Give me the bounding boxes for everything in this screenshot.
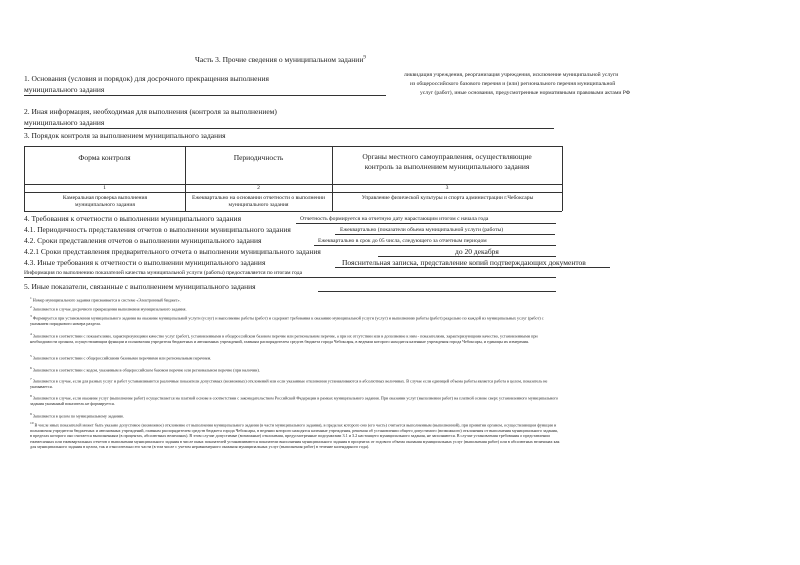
table-bottom-border [24, 211, 562, 212]
footnote-item: $^2$ Заполняется в случае досрочного прекращения выполнения муниципального задания. [30, 305, 187, 312]
page-title: Часть 3. Прочие сведения о муниципальном задании$^9$ [195, 55, 366, 64]
section4-underline [296, 223, 556, 224]
section1-value-line3: услуг (работ), иные основания, предусмотренные нормативными правовыми актами РФ [420, 90, 631, 96]
table-header-form: Форма контроля [78, 153, 131, 162]
footnote-item: $^7$ Заполняется в случае, если для разных услуг и работ устанавливаются различные показатели допустимых (возможных) отклонений или если указанные отклонения устанавливаются в абсолютных величинах. В случае если единицей объема работы является работа в целом, показатель не указывается. [30, 377, 548, 389]
section43-value: Пояснительная записка, представление копий подтверждающих документов [342, 258, 586, 267]
table-col-border [562, 146, 563, 211]
table-header-period: Периодичность [233, 153, 284, 162]
section43-extra: Информация по выполнению показателей качества муниципальной услуги (работы) предоставляется по итогам года [24, 270, 303, 276]
section4-value: Отчетность формируется на отчетную дату нарастающим итогом с начала года [300, 216, 489, 222]
footnote-item: $^5$ Заполняется в соответствии с общероссийскими базовыми перечнями или региональным перечнем. [30, 354, 212, 361]
section1-value-line1: ликвидация учреждения, реорганизация учреждения, исключение муниципальной услуги [404, 72, 619, 78]
footnote-item: $^8$ Заполняется в случае, если оказание услуг (выполнение работ) осуществляется на платной основе в соответствии с законодательством Российской Федерации в рамках муниципального задания. При оказании услуг (выполнении работ) на платной основе сверх установленного муниципального задания указанный показатель не формируется. [30, 394, 559, 406]
section1-underline [24, 95, 386, 96]
section421-underline [378, 256, 556, 257]
table-top-border [24, 146, 562, 147]
section4-label: 4. Требования к отчетности о выполнении муниципального задания [24, 214, 242, 223]
table-number: 2 [257, 185, 260, 191]
table-number: 3 [445, 185, 449, 191]
section41-label: 4.1. Периодичность представления отчетов о выполнении муниципального задания [24, 225, 291, 234]
section5-underline [318, 291, 556, 292]
section1-value-line2: из общероссийского базового перечня и (или) регионального перечня муниципальной [410, 81, 616, 87]
section43-underline [335, 267, 610, 268]
section421-value: до 20 декабря [455, 247, 499, 256]
table-cell-authority: Управление физической культуры и спорта администрации г.Чебоксары [361, 195, 534, 201]
section41-underline [335, 234, 555, 235]
footnote-item: $^9$ Заполняется в целом по муниципальному заданию. [30, 412, 125, 419]
section3-label: 3. Порядок контроля за выполнением муниципального задания [24, 131, 226, 140]
section43-extra-underline [24, 277, 556, 278]
footnote-item: $^6$ Заполняется в соответствии с кодом, указанным в общероссийском базовом перечне или региональном перечне (при наличии). [30, 366, 260, 373]
section5-label: 5. Иные показатели, связанные с выполнением муниципального задания [24, 282, 256, 291]
footnote-item: $^4$ Заполняется в соответствии с показателями, характеризующими качество услуг (работ), установленными в общероссийском базовом перечне или региональном перечне, а при их отсутствии или в дополнение к ним - показателями, характеризующими качество, установленными при необходимости органом, осуществляющим функции и полномочия учредителя бюджетных и автономных учреждений, главным распорядителем средств бюджета города Чебоксары, в ведении которого находятся казенные учреждения города Чебоксары, и единицы их измерения. [30, 332, 538, 344]
section1-label-line1: 1. Основания (условия и порядок) для досрочного прекращения выполнения [24, 74, 269, 83]
table-header-authority: Органы местного самоуправления, осуществляющие контроль за выполнением муниципального задания [362, 152, 532, 171]
table-number-border [24, 192, 562, 193]
section1-label-line2: муниципального задания [24, 85, 105, 94]
section42-underline [314, 245, 556, 246]
section43-label: 4.3. Иные требования к отчетности о выполнении муниципального задания [24, 258, 266, 267]
table-col-border [332, 146, 333, 211]
table-cell-form: Камеральная проверка выполнения муниципального задания [62, 195, 148, 208]
title-footnote-mark: 9 [363, 55, 366, 61]
footnote-item: $^{10}$ В числе иных показателей может быть указано допустимое (возможное) отклонение от выполнения муниципального задания (в части муниципального задания), в пределах которого оно (его часть) считается выполненным (выполненной), при принятии органом, осуществляющим функции и полномочия учредителя бюджетных и автономных учреждений, главным распорядителем средств бюджета города Чебоксары, в ведении которого находятся казенные учреждения, решения об установлении общего допустимого (возможного) отклонения от выполнения муниципального задания, в пределах которого оно считается выполненным (в процентах, абсолютных величинах). В этом случае допустимые (возможные) отклонения, предусмотренные подпунктами 3.1 и 3.2 настоящего муниципального задания, не заполняются. В случае установления требования о представлении ежемесячных или ежеквартальных отчетов о выполнении муниципального задания в числе иных показателей устанавливаются показатели выполнения муниципального задания в процентах от годового объема оказания муниципальных услуг (выполнения работ) или в абсолютных величинах как для муниципального задания в целом, так и относительно его части (в том числе с учетом неравномерного оказания муниципальных услуг (выполнения работ) в течение календарного года). [30, 421, 560, 450]
table-number: 1 [103, 185, 106, 191]
section2-line2: муниципального задания [24, 118, 105, 127]
section421-label: 4.2.1 Сроки представления предварительного отчета о выполнении муниципального задания [24, 247, 321, 256]
section42-label: 4.2. Сроки представления отчетов о выполнении муниципального задания [24, 236, 262, 245]
section2-line1: 2. Иная информация, необходимая для выполнения (контроля за выполнением) [24, 107, 277, 116]
footnote-item: $^1$ Номер муниципального задания присваивается в системе «Электронный бюджет». [30, 296, 181, 303]
section42-value: Ежеквартально в срок до 05 числа, следующего за отчетным периодом [318, 238, 487, 244]
footnote-item: $^3$ Формируется при установлении муниципального задания на оказание муниципальной услуги (услуг) и выполнение работы (работ) и содержит требования к оказанию муниципальной услуги (услуг) и выполнению работы (работ) раздельно по каждой из муниципальных услуг (работ) с указанием порядкового номера раздела. [30, 314, 544, 326]
table-cell-period: Ежеквартально на основании отчетности о выполнении муниципального задания [192, 195, 325, 208]
section41-value: Ежеквартально (показатели объема муниципальной услуги (работы) [340, 227, 504, 233]
section2-underline [24, 128, 554, 129]
